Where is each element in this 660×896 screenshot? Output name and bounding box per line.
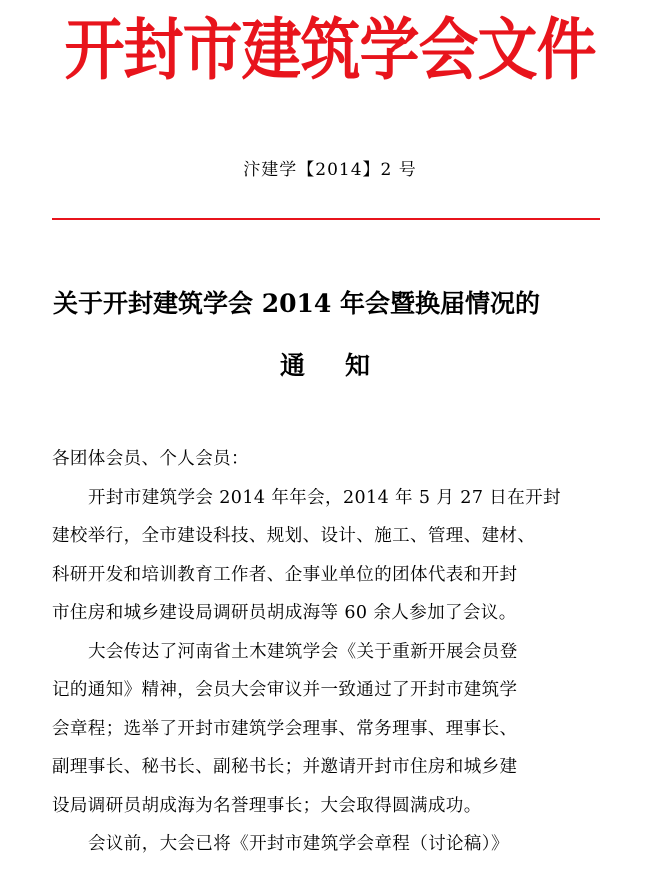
paragraph-2-line-4: 副理事长、秘书长、副秘书长；并邀请开封市住房和城乡建 — [52, 757, 518, 777]
notice-title-line-2: 通知 — [279, 351, 410, 380]
paragraph-1-line-2: 建校举行，全市建设科技、规划、设计、施工、管理、建材、 — [52, 526, 536, 546]
document-masthead: 开封市建筑学会文件 — [64, 11, 596, 91]
paragraph-2-line-3: 会章程；选举了开封市建筑学会理事、常务理事、理事长、 — [52, 718, 518, 739]
red-divider-rule — [52, 218, 600, 220]
paragraph-2-line-5: 设局调研员胡成海为名誉理事长；大会取得圆满成功。 — [52, 795, 482, 816]
paragraph-3-line-1: 会议前，大会已将《开封市建筑学会章程（讨论稿）》 — [88, 834, 509, 854]
paragraph-2-line-2: 记的通知》精神，会员大会审议并一致通过了开封市建筑学 — [52, 680, 518, 700]
paragraph-1-line-4: 市住房和城乡建设局调研员胡成海等 60 余人参加了会议。 — [52, 603, 517, 623]
notice-body — [52, 440, 602, 864]
salutation: 各团体会员、个人会员： — [52, 449, 249, 469]
notice-title-line-1: 关于开封建筑学会 2014 年会暨换届情况的 — [53, 289, 540, 318]
paragraph-2-line-1: 大会传达了河南省土木建筑学会《关于重新开展会员登 — [88, 641, 518, 662]
paragraph-1-line-3: 科研开发和培训教育工作者、企事业单位的团体代表和开封 — [52, 564, 518, 585]
document-number: 汴建学【2014】2 号 — [243, 160, 417, 180]
paragraph-1-line-1: 开封市建筑学会 2014 年年会，2014 年 5 月 27 日在开封 — [88, 487, 561, 508]
